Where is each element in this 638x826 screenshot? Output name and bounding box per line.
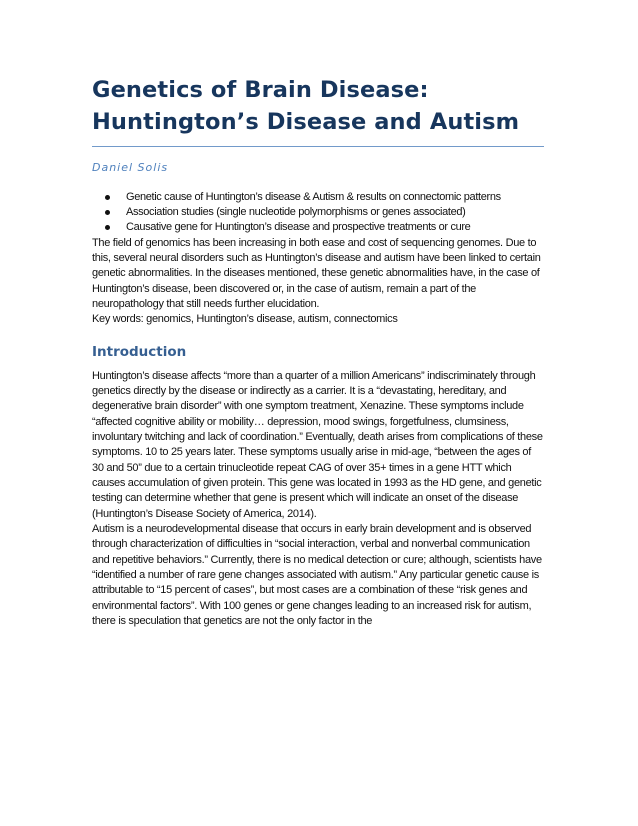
bullet-icon — [105, 210, 110, 215]
bullet-item — [126, 220, 544, 235]
huntington-paragraph: Huntington’s disease affects “more than a quarter of a million Americans” indiscriminately through genetics directly by the disease or indirectly as a carrier. It is a “devastating, hereditary, and degenerative brain disorder” with one symptom treatment, Xenazine. These symptoms include “affected cognitive ability or mobility… depression, mood swings, forgetfulness, clumsiness, involuntary twitching and lack of coordination.” Eventually, death arises from complications of these symptoms. 10 to 25 years later. These symptoms usually arise in mid-age, “between the ages of 30 and 50” due to a certain trinucleotide repeat CAG of over 35+ times in a gene HTT which causes accumulation of given protein. This gene was located in 1993 as the HD gene, and genetic testing can determine whether that gene is present which will indicate an onset of the disease (Huntington’s Disease Society of America, 2014). — [92, 369, 543, 520]
abstract-paragraph: The field of genomics has been increasing in both ease and cost of sequencing genomes. Due to this, several neural disorders such as Huntington’s disease and autism have been linked to certain genetic abnormalities. In the diseases mentioned, these genetic abnormalities have, in the case of Huntington’s disease, been discovered or, in the case of autism, remain a part of the neuropathology that still needs further elucidation. — [92, 236, 541, 310]
topic-bullet-list — [92, 190, 544, 236]
author-name: Daniel Solis — [92, 161, 169, 174]
bullet-text: Association studies (single nucleotide polymorphisms or genes associated) — [126, 206, 466, 219]
bullet-icon — [105, 195, 110, 200]
bullet-text: Causative gene for Huntington’s disease and prospective treatments or cure — [126, 221, 471, 234]
bullet-text: Genetic cause of Huntington’s disease & Autism & results on connectomic patterns — [126, 191, 501, 203]
document-title: Genetics of Brain Disease: Huntington’s Disease and Autism — [92, 77, 520, 135]
keywords-line: Key words: genomics, Huntington’s disease, autism, connectomics — [92, 313, 398, 326]
introduction-heading: Introduction — [92, 343, 187, 360]
bullet-item — [126, 205, 544, 220]
document-content — [92, 74, 544, 630]
bullet-icon — [105, 225, 110, 230]
bullet-item — [126, 190, 544, 205]
title-underline-divider — [92, 146, 544, 147]
autism-paragraph: Autism is a neurodevelopmental disease that occurs in early brain development and is observed through characterization of difficulties in “social interaction, verbal and nonverbal communication and repetitive behaviors.” Currently, there is no medical detection or cure; although, scientists have “identified a number of rare gene changes associated with autism.” Any particular genetic cause is attributable to “15 percent of cases”, but most cases are a combination of these “risk genes and environmental factors”. With 100 genes or gene changes leading to an increased risk for autism, there is speculation that genetics are not the only factor in the — [92, 523, 542, 628]
